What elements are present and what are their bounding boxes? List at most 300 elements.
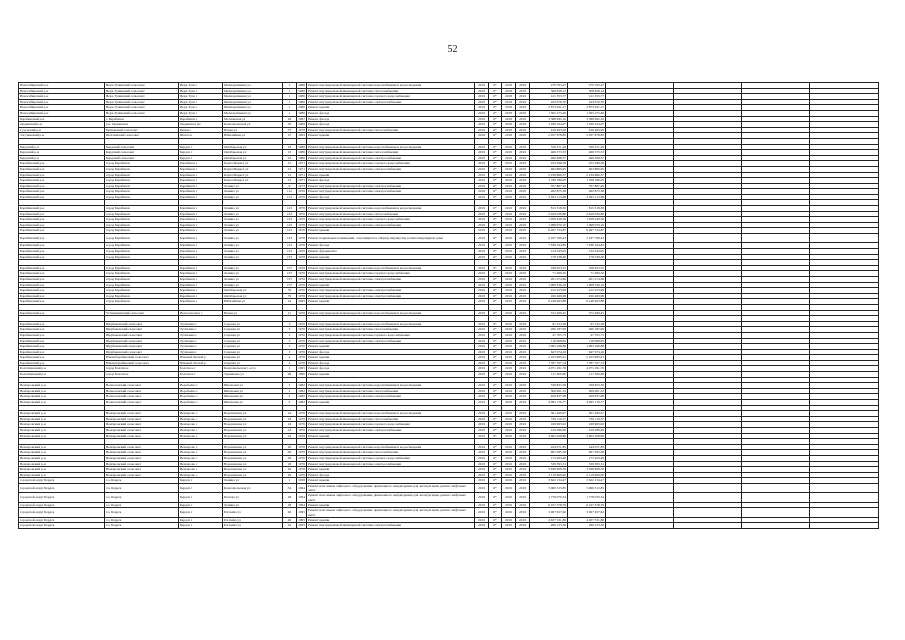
table-cell: 1994 (298, 502, 305, 507)
table-cell: 2019 (475, 243, 489, 249)
table-cell: 2019 (516, 321, 530, 327)
table-cell: Верх-Тулинский сельсовет (105, 99, 179, 105)
table-cell: Венгеровский сельсовет (105, 416, 179, 422)
table-cell: Бердский сельсовет (105, 150, 179, 156)
table-cell: 2019 (475, 222, 489, 228)
table-cell: 419 286,06 (530, 428, 568, 434)
table-cell: 907 295,58 (568, 450, 606, 456)
table-cell: 26 (283, 467, 297, 473)
table-cell: Щербаковский сельсовет (105, 327, 179, 333)
table-cell: город Барабинск (105, 234, 179, 243)
table-cell: Новая ул (223, 127, 283, 133)
table-cell (674, 493, 742, 502)
table-cell: 178 338,36 (530, 254, 568, 260)
table-cell: 2 103 965,91 (568, 355, 606, 361)
table-cell: 1976 (298, 433, 305, 438)
table-cell: Барабинск г (179, 222, 223, 228)
table-cell: 1 036 344,07 (568, 122, 606, 128)
table-cell: 2019 (475, 88, 489, 94)
table-cell: 1978 (298, 127, 305, 132)
table-cell: 2019 (502, 332, 516, 338)
table-cell: 16 (283, 150, 297, 156)
table-cell: 2019 (475, 150, 489, 156)
table-cell: 24 (283, 433, 297, 439)
table-cell: 4 (283, 360, 297, 366)
table-cell: 2019 (516, 472, 530, 478)
table-cell: Ремонт крыши (307, 433, 475, 439)
table-cell: 1 008 326,16 (530, 282, 568, 288)
table-cell: городской округ Бердск (19, 523, 105, 529)
table-cell: 1986 (298, 155, 305, 160)
table-cell: 2019 (475, 105, 489, 111)
table-cell: 1965 (298, 299, 305, 304)
table-cell: 137 (283, 276, 297, 282)
table-cell: 2019 (502, 428, 516, 434)
table-cell: Шахтинский сельсовет (105, 133, 179, 139)
table-cell: 6* (489, 127, 502, 133)
table-cell: 2019 (475, 508, 489, 517)
table-cell: Болотнинский р-н (19, 366, 105, 372)
table-cell: 40 (283, 517, 297, 523)
table-cell: 6* (489, 166, 502, 172)
table-cell: 2019 (502, 282, 516, 288)
table-cell: 2 (283, 388, 297, 394)
table-cell: 6 497 724,87 (568, 228, 606, 234)
table-cell: Ремонт внутридомовой инженерной системы теплоснабжения (307, 416, 475, 422)
table-cell: 508 658,12 (530, 88, 568, 94)
table-cell: Барабинск г (179, 282, 223, 288)
table-cell: 116 908,65 (530, 338, 568, 344)
table-cell: г.о. Бердск (105, 523, 179, 529)
table-cell: город Барабинск (105, 254, 179, 260)
table-cell: Октябрьская ул (223, 293, 283, 299)
table-cell: Ворошилова ул (223, 472, 283, 478)
table-cell: Тугизанка с (179, 344, 223, 350)
table-cell: 2019 (516, 517, 530, 523)
table-cell: Венгерово с (179, 461, 223, 467)
table-cell: 2019 (475, 455, 489, 461)
table-cell: 2019 (502, 222, 516, 228)
table-cell: Ремонт крыши (307, 355, 475, 361)
table-cell: 244 071,85 (530, 444, 568, 450)
table-cell: Ремонт крыши (307, 228, 475, 234)
table-cell: г.о. Бердск (105, 517, 179, 523)
table-cell: 2019 (502, 444, 516, 450)
table-cell: 4 071 291,76 (530, 366, 568, 372)
table-cell: Барабинск г (179, 254, 223, 260)
table-cell: 2019 (475, 127, 489, 133)
table-cell: Болотное г (179, 372, 223, 378)
table-cell: 739 119,37 (530, 416, 568, 422)
table-cell: 2019 (475, 461, 489, 467)
table-cell: 169 963,92 (530, 422, 568, 428)
table-cell: 6* (489, 422, 502, 428)
table-cell: 2018 (502, 133, 516, 139)
table-cell: 2019 (475, 344, 489, 350)
table-cell: 6* (489, 455, 502, 461)
table-cell: 2019 (475, 271, 489, 277)
table-cell: 2019 (475, 133, 489, 139)
table-cell: 2019 (516, 450, 530, 456)
table-cell: Ремонт внутридомовой инженерной системы электроснабжения (307, 461, 475, 467)
table-cell: Ремонт внутридомовой инженерной системы электроснабжения (307, 99, 475, 105)
table-cell: 6 148 463,88 (568, 299, 606, 305)
table-cell: 2019 (475, 388, 489, 394)
table-cell: город Барабинск (105, 211, 179, 217)
table-cell: Болотное г (179, 366, 223, 372)
table-cell: 2 923 113,68 (530, 194, 568, 200)
table-cell: Барабинский р-н (19, 332, 105, 338)
table-cell: Ворошилова ул (223, 444, 283, 450)
table-cell: 123 (283, 206, 297, 212)
table-cell (674, 508, 742, 517)
table-cell: 12 (283, 166, 297, 172)
table-cell: 1 063 166,88 (568, 344, 606, 350)
table-cell: 2019 (516, 433, 530, 439)
table-cell: 111 300,00 (530, 372, 568, 378)
table-cell: 2019 (502, 502, 516, 508)
table-cell: 1976 (298, 211, 305, 216)
table-cell: город Барабинск (105, 293, 179, 299)
table-cell (674, 234, 742, 243)
table-cell: 2019 (516, 478, 530, 484)
table-cell: 412 253,99 (530, 288, 568, 294)
table-cell: Битки с (179, 127, 223, 133)
table-cell: 5 960 313,85 (530, 483, 568, 492)
table-cell: 1976 (298, 249, 305, 254)
table-cell: Барабинский р-н (19, 327, 105, 333)
table-cell: Барабинский р-н (19, 355, 105, 361)
table-cell: 2019 (475, 288, 489, 294)
table-cell: 6* (489, 228, 502, 234)
table-cell: 372 499,45 (568, 310, 606, 316)
table-cell: 2019 (516, 116, 530, 122)
table-cell: 2019 (516, 282, 530, 288)
table-cell: 2019 (516, 234, 530, 243)
table-cell: Ремонт крыши (307, 467, 475, 473)
table-cell: Венгеровский сельсовет (105, 422, 179, 428)
table-cell: 2 873 621,17 (568, 105, 606, 111)
table-cell: 339 371,29 (530, 144, 568, 150)
table-cell: Ленина ул (223, 271, 283, 277)
table-cell: 2018 (502, 127, 516, 133)
table-cell: 1986 (298, 88, 305, 93)
table-cell: 2019 (502, 150, 516, 156)
table-cell: Ремонт внутридомовой инженерной системы водоснабжения и водоотведения (307, 321, 475, 327)
table-cell: 12 (283, 172, 297, 178)
table-cell: 1 (283, 110, 297, 116)
table-cell: 1976 (298, 206, 305, 211)
table-cell: 26 (283, 116, 297, 122)
table-cell: 2019 (516, 366, 530, 372)
table-cell: Барабинский р-н (19, 349, 105, 355)
table-cell: 1976 (298, 243, 305, 248)
table-cell: 42 (283, 523, 297, 529)
table-cell: 168 653,25 (530, 265, 568, 271)
table-cell: Ремонт внутридомовой инженерной системы теплоснабжения (307, 127, 475, 133)
table-cell: 2 923 113,68 (568, 194, 606, 200)
table-cell: Ремонт крыши (307, 133, 475, 139)
table-cell: 1 595 275,46 (530, 110, 568, 116)
table-cell: Щербаковский сельсовет (105, 349, 179, 355)
table-cell: 419 286,06 (568, 428, 606, 434)
table-cell: 2019 (475, 265, 489, 271)
table-cell: Бердск г (179, 508, 223, 517)
table-cell: 3 602 208,89 (530, 433, 568, 439)
table-cell: Ремонт внутридомовой инженерной системы электроснабжения (307, 293, 475, 299)
table-cell: Ремонт внутридомовой инженерной системы электроснабжения (307, 166, 475, 172)
table-cell: Ремонт крыши (307, 502, 475, 508)
table-cell: 79 (283, 288, 297, 294)
table-cell: Южнобарабинский сельсовет (105, 360, 179, 366)
table-cell: Ремонт внутридомовой инженерной системы электроснабжения (307, 288, 475, 294)
table-cell: 2019 (475, 228, 489, 234)
table-cell: Венгеровский р-н (19, 416, 105, 422)
table-cell: Воробьёво с (179, 388, 223, 394)
table-cell: 121 353,77 (568, 94, 606, 100)
table-cell (742, 234, 810, 243)
table-cell: 2019 (516, 467, 530, 473)
table-cell: город Барабинск (105, 228, 179, 234)
table-cell: 96 (283, 372, 297, 378)
table-cell: город Барабинск (105, 178, 179, 184)
table-cell: 47 705,73 (530, 332, 568, 338)
table-cell: 28 (283, 502, 297, 508)
table-cell (810, 483, 879, 492)
table-cell: 1976 (298, 360, 305, 365)
table-cell: 2019 (502, 478, 516, 484)
table-cell: 1 (283, 366, 297, 372)
table-cell: Рогачёва ул (223, 517, 283, 523)
table-cell: 6* (489, 99, 502, 105)
table-cell: город Барабинск (105, 217, 179, 223)
table-cell: город Барабинск (105, 249, 179, 255)
table-cell: г.о. Бердск (105, 493, 179, 502)
table-cell: 1995 (298, 517, 305, 522)
table-cell: 1976 (298, 288, 305, 293)
table-cell: город Барабинск (105, 172, 179, 178)
table-cell (810, 493, 879, 502)
table-cell: 290 187,99 (530, 327, 568, 333)
table-cell: Озерная ул (223, 355, 283, 361)
table-row (19, 508, 879, 517)
table-cell: 2019 (502, 523, 516, 529)
table-cell: Барабинск г (179, 271, 223, 277)
table-cell: 270 763,47 (568, 83, 606, 89)
table-cell: 1970 (298, 327, 305, 332)
table-cell: 1986 (298, 144, 305, 149)
table-cell: 1976 (298, 455, 305, 460)
table-cell: Верх-Тула с (179, 99, 223, 105)
table-cell: 2019 (475, 338, 489, 344)
table-cell: 1986 (298, 110, 305, 115)
table-cell: 463 860,95 (568, 166, 606, 172)
table-cell: 1 008 326,16 (568, 282, 606, 288)
table-cell: 3 388 992,16 (530, 116, 568, 122)
table-cell: 16 (283, 144, 297, 150)
table-cell: 2019 (516, 166, 530, 172)
table-cell: Ремонт внутридомовой инженерной системы электроснабжения (307, 222, 475, 228)
table-cell: 2019 (516, 144, 530, 150)
table-cell: Барабинский р-н (19, 228, 105, 234)
table-cell: Барабинск г (179, 299, 223, 305)
table-cell: 2019 (502, 517, 516, 523)
table-cell: 6* (489, 338, 502, 344)
table-cell: городской округ Бердск (19, 502, 105, 508)
table-cell: 6* (489, 254, 502, 260)
table-cell: Терешкова ул (223, 372, 283, 378)
table-cell: 6* (489, 161, 502, 167)
table-cell: 2 119 609,00 (530, 472, 568, 478)
table-cell: Барабинский р-н (19, 344, 105, 350)
table-cell: Венгеровский сельсовет (105, 461, 179, 467)
table-cell: 2019 (516, 310, 530, 316)
table-cell: 2019 (475, 372, 489, 378)
table-cell: 2019 (516, 493, 530, 502)
table-cell: город Барабинск (105, 276, 179, 282)
table-cell: Ремонт внутридомовой инженерной системы горячего водоснабжения (307, 332, 475, 338)
table-cell: 2019 (475, 332, 489, 338)
table-cell: 372 499,45 (530, 310, 568, 316)
table-cell: Венгеровский р-н (19, 472, 105, 478)
table-cell: Венгеровский сельсовет (105, 433, 179, 439)
table-cell: 1986 (298, 99, 305, 104)
table-cell: Барабинск г (179, 288, 223, 294)
table-cell: 1971 (298, 178, 305, 183)
table-cell: 2019 (516, 428, 530, 434)
table-cell (606, 493, 674, 502)
table-cell: Ремонт внутридомовой инженерной системы водоснабжения и водоотведения (307, 444, 475, 450)
table-cell: 412 253,99 (568, 288, 606, 294)
table-cell: 1976 (298, 428, 305, 433)
table-cell: Барабинский р-н (19, 183, 105, 189)
table-cell: 123 (283, 234, 297, 243)
table-cell: Венгеровский р-н (19, 428, 105, 434)
table-cell: Ремонт фасада (307, 116, 475, 122)
table-cell: 4 095 176,77 (568, 400, 606, 406)
table-cell: 243 076,76 (530, 99, 568, 105)
table-cell: Барабинский р-н (19, 217, 105, 223)
table-cell: Тугизанка с (179, 338, 223, 344)
table-cell: Верх-Тула с (179, 105, 223, 111)
table-cell: 1976 (298, 265, 305, 270)
table-cell: 2018 (502, 122, 516, 128)
table-cell: 1964 (297, 483, 307, 492)
table-cell: 1976 (298, 217, 305, 222)
table-cell: 2019 (475, 206, 489, 212)
table-cell: 2019 (502, 327, 516, 333)
table-cell: 1 (283, 94, 297, 100)
table-cell: 6* (489, 94, 502, 100)
table-cell: Верх-Тулинский сельсовет (105, 110, 179, 116)
table-cell: Юбилейная ул (223, 133, 283, 139)
table-cell: Ремонт фасада (307, 472, 475, 478)
table-cell: 2019 (475, 299, 489, 305)
table-cell: 6* (489, 517, 502, 523)
table-cell: 2019 (475, 282, 489, 288)
table-cell (742, 523, 810, 529)
table-cell: Бердск г (179, 478, 223, 484)
table-cell: 2019 (502, 388, 516, 394)
table-cell: Рогачёва ул (223, 508, 283, 517)
table-cell: 301 460,07 (530, 411, 568, 417)
table-cell: 2 239 866,37 (530, 172, 568, 178)
table-cell: 6 497 724,87 (530, 228, 568, 234)
table-cell: 3 638 608,39 (568, 467, 606, 473)
table-cell: Озерная ул (223, 360, 283, 366)
table-cell: Бердск г (179, 144, 223, 150)
table-cell: Тогучинский р-н (19, 133, 105, 139)
table-cell: Ремонт крыши (307, 400, 475, 406)
table-cell: 2 937 878,85 (568, 133, 606, 139)
table-cell: 466 573,53 (568, 150, 606, 156)
table-cell: 2019 (475, 366, 489, 372)
table-cell: 1970 (298, 344, 305, 349)
table-cell: 2019 (475, 116, 489, 122)
table-cell: 339 823,39 (568, 383, 606, 389)
table-cell: Ремонт крыши (307, 254, 475, 260)
table-cell: Венгеровский р-н (19, 450, 105, 456)
table-cell: Тугизанка с (179, 349, 223, 355)
table-cell: 40 (283, 508, 297, 517)
table-cell: город Барабинск (105, 222, 179, 228)
table-cell: 2019 (516, 416, 530, 422)
table-cell: 1976 (298, 416, 305, 421)
table-cell: 2019 (502, 189, 516, 195)
table-cell: Ворошилова ул (223, 411, 283, 417)
table-cell: Бердск г (179, 155, 223, 161)
table-cell: 2019 (502, 249, 516, 255)
table-cell: Садовая ул (223, 321, 283, 327)
table-cell: 2019 (502, 467, 516, 473)
table-cell: 6* (489, 155, 502, 161)
table-cell: Ремонт внутридомовой инженерной системы водоснабжения и водоотведения (307, 310, 475, 316)
table-cell: город Барабинск (105, 299, 179, 305)
table-cell: Ремонт внутридомовой инженерной системы горячего водоснабжения (307, 161, 475, 167)
table-cell: 1976 (298, 444, 305, 449)
table-row (19, 483, 879, 492)
table-cell: 429 837,98 (568, 394, 606, 400)
table-cell: Барабинск г (179, 116, 223, 122)
table-cell: Ворошилова ул (223, 461, 283, 467)
table-cell: 26 (283, 455, 297, 461)
table-cell: 1970 (298, 321, 305, 326)
table-cell: 1976 (298, 461, 305, 466)
table-cell: 2019 (502, 360, 516, 366)
table-cell: 1982 (298, 383, 305, 388)
table-cell: Бердск г (179, 483, 223, 492)
table-cell: 2019 (516, 422, 530, 428)
table-cell: 2019 (516, 254, 530, 260)
table-cell: Ремонт крыши (307, 282, 475, 288)
table-cell: Ленина ул (223, 265, 283, 271)
table-cell: 2019 (502, 276, 516, 282)
table-cell: 6* (489, 523, 502, 529)
table-cell: 1 787 707,74 (530, 360, 568, 366)
table-cell: Тугизанка с (179, 321, 223, 327)
table-cell: Верх-Тула с (179, 94, 223, 100)
table-cell: 3 622 134,47 (568, 478, 606, 484)
table-cell: 2019 (502, 155, 516, 161)
table-cell: Бердский сельсовет (105, 144, 179, 150)
table-cell: 2019 (502, 299, 516, 305)
table-cell: 2019 (475, 144, 489, 150)
table-cell: 173 264,48 (530, 455, 568, 461)
table-cell: 2019 (516, 349, 530, 355)
table-cell: Мелиоративная ул (223, 83, 283, 89)
table-cell: 1970 (298, 349, 305, 354)
table-cell: 1 778 070,34 (530, 493, 568, 502)
